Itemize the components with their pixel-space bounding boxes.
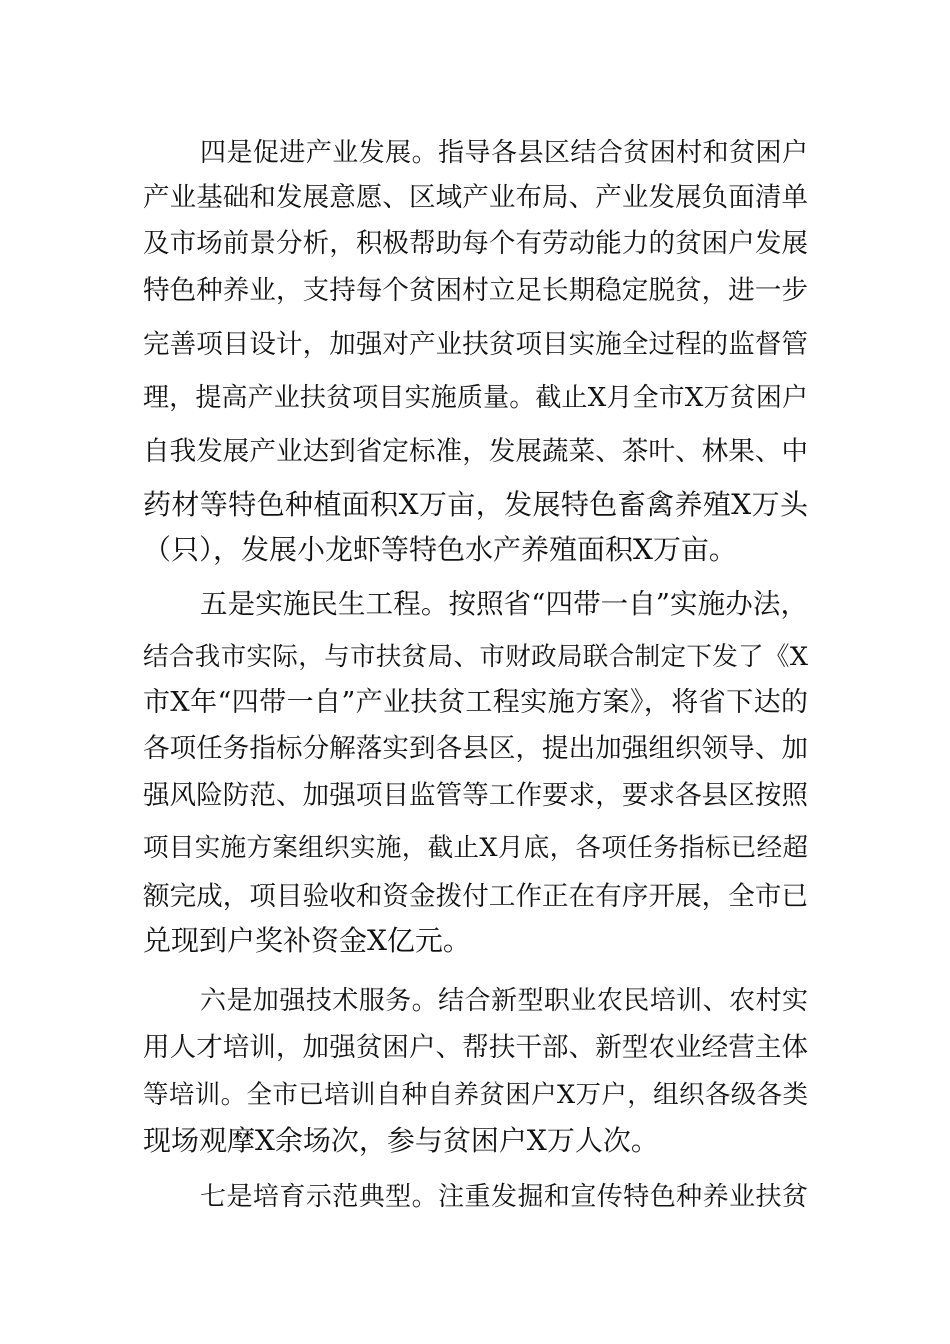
- paragraph-4-line: 及市场前景分析，积极帮助每个有劳动能力的贫困户发展: [143, 228, 808, 259]
- paragraph-7-line: 七是培育示范典型。注重发掘和宣传特色种养业扶贫: [200, 1182, 808, 1212]
- paragraph-6-line: 等培训。全市已培训自种自养贫困户X万户，组织各级各类: [143, 1080, 808, 1110]
- paragraph-5-line: 兑现到户奖补资金X亿元。: [143, 924, 471, 957]
- paragraph-5-line: 项目实施方案组织实施，截止X月底，各项任务指标已经超: [143, 833, 808, 863]
- paragraph-5-line: 额完成，项目验收和资金拨付工作正在有序开展，全市已: [143, 881, 808, 912]
- paragraph-4-line: 理，提高产业扶贫项目实施质量。截止X月全市X万贫困户: [143, 383, 808, 413]
- paragraph-5-line: 五是实施民生工程。按照省“四带一自”实施办法，: [200, 588, 808, 620]
- paragraph-5-line: 结合我市实际，与市扶贫局、市财政局联合制定下发了《X: [143, 642, 808, 672]
- paragraph-4-line: 完善项目设计，加强对产业扶贫项目实施全过程的监督管: [143, 329, 808, 360]
- paragraph-4-line: 产业基础和发展意愿、区域产业布局、产业发展负面清单: [143, 182, 808, 213]
- paragraph-5-line: 强风险防范、加强项目监管等工作要求，要求各县区按照: [143, 780, 808, 811]
- paragraph-6-line: 用人才培训，加强贫困户、帮扶干部、新型农业经营主体: [143, 1032, 808, 1063]
- paragraph-4-line: 药材等特色种植面积X万亩，发展特色畜禽养殖X万头: [143, 488, 808, 521]
- paragraph-4-line: 自我发展产业达到省定标准，发展蔬菜、茶叶、林果、中: [143, 436, 808, 467]
- paragraph-4-line: 四是促进产业发展。指导各县区结合贫困村和贫困户: [200, 138, 808, 168]
- paragraph-5-line: 各项任务指标分解落实到各县区，提出加强组织领导、加: [143, 733, 808, 764]
- paragraph-5-line: 市X年“四带一自”产业扶贫工程实施方案》，将省下达的: [143, 687, 808, 718]
- paragraph-6-line: 现场观摩X余场次，参与贫困户X万人次。: [143, 1124, 659, 1157]
- paragraph-4-line: 特色种养业，支持每个贫困村立足长期稳定脱贫，进一步: [143, 275, 808, 306]
- paragraph-6-line: 六是加强技术服务。结合新型职业农民培训、农村实: [200, 986, 808, 1016]
- paragraph-4-line: （只），发展小龙虾等特色水产养殖面积X万亩。: [143, 533, 737, 566]
